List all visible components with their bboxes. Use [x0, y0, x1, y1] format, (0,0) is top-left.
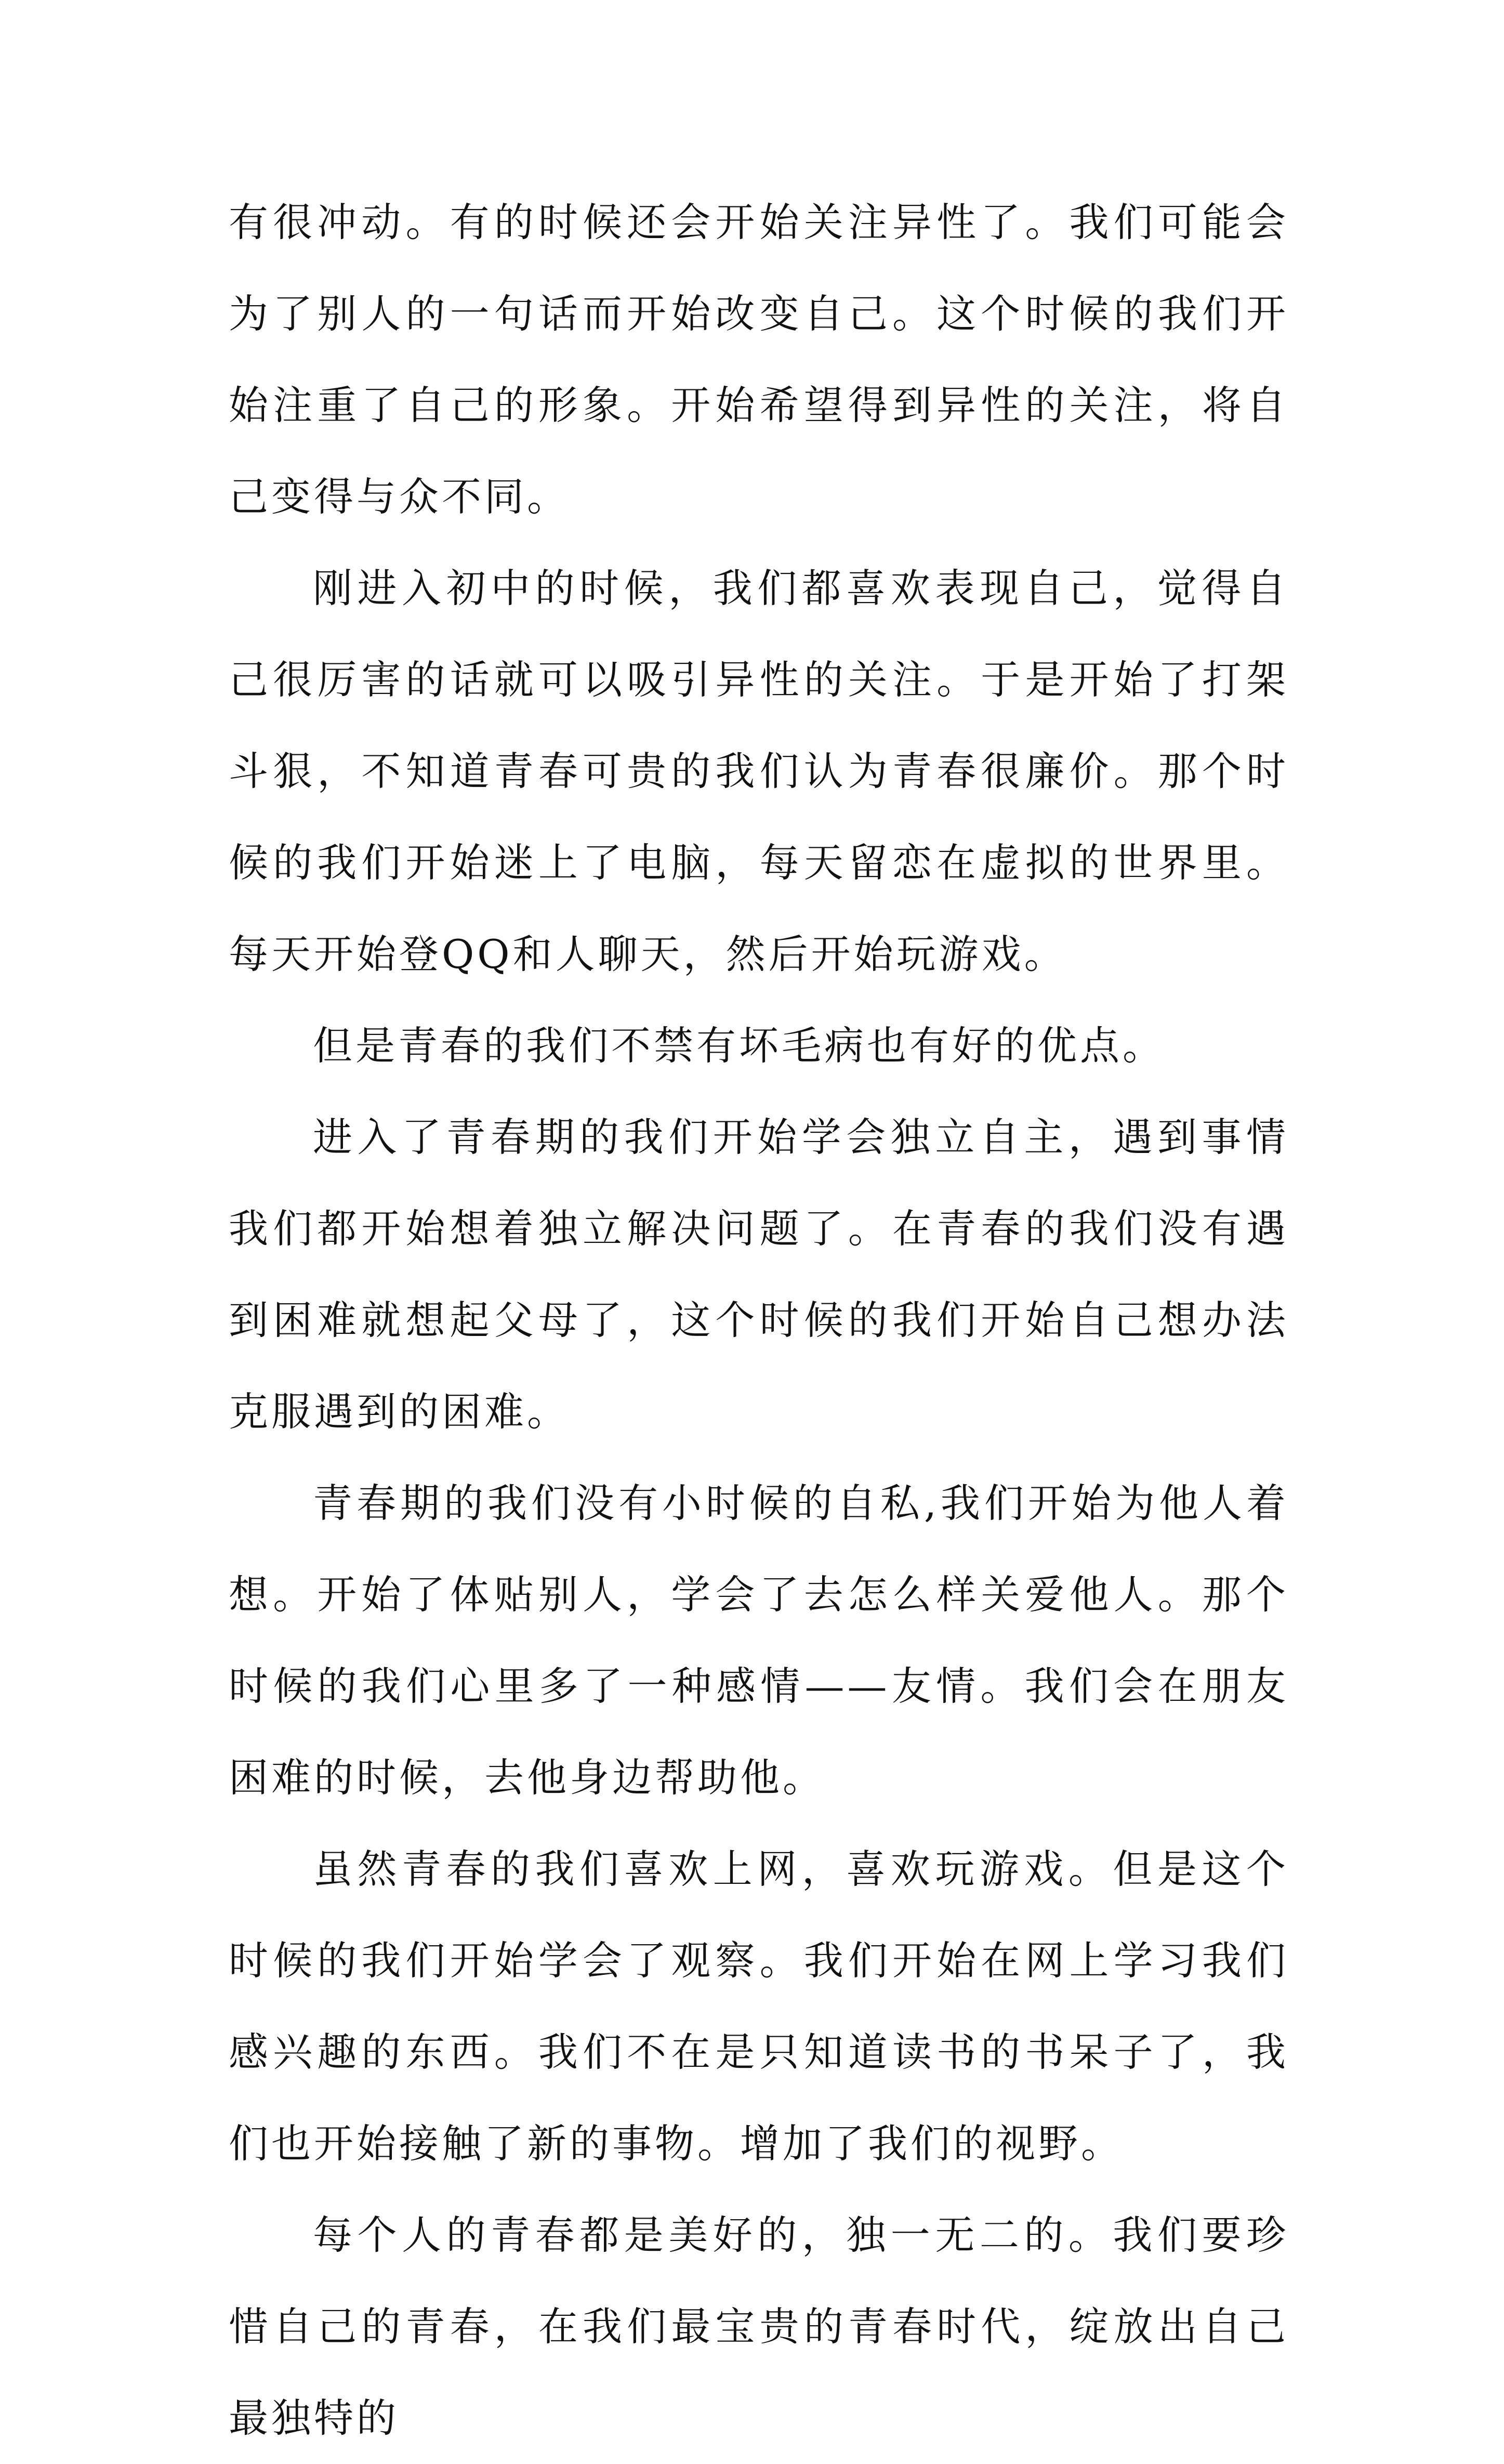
paragraph: 有很冲动。有的时候还会开始关注异性了。我们可能会为了别人的一句话而开始改变自己。这个时候的我们开始注重了自己的形象。开始希望得到异性的关注，将自己变得与众不同。	[229, 199, 1289, 520]
paragraph: 每个人的青春都是美好的，独一无二的。我们要珍惜自己的青春，在我们最宝贵的青春时代，绽放出自己最独特的	[229, 2212, 1289, 2441]
paragraph: 但是青春的我们不禁有坏毛病也有好的优点。	[313, 1023, 1165, 1069]
body-text	[229, 177, 1289, 2464]
paragraph: 虽然青春的我们喜欢上网，喜欢玩游戏。但是这个时候的我们开始学会了观察。我们开始在网上学习我们感兴趣的东西。我们不在是只知道读书的书呆子了，我们也开始接触了新的事物。增加了我们的视野。	[229, 1846, 1289, 2167]
paragraph: 青春期的我们没有小时候的自私,我们开始为他人着想。开始了体贴别人，学会了去怎么样关爱他人。那个时候的我们心里多了一种感情——友情。我们会在朋友困难的时候，去他身边帮助他。	[229, 1480, 1289, 1801]
paragraph: 进入了青春期的我们开始学会独立自主，遇到事情我们都开始想着独立解决问题了。在青春的我们没有遇到困难就想起父母了，这个时候的我们开始自己想办法克服遇到的困难。	[229, 1114, 1289, 1435]
paragraph: 刚进入初中的时候，我们都喜欢表现自己，觉得自己很厉害的话就可以吸引异性的关注。于是开始了打架斗狠，不知道青春可贵的我们认为青春很廉价。那个时候的我们开始迷上了电脑，每天留恋在虚拟的世界里。每天开始登QQ和人聊天，然后开始玩游戏。	[229, 565, 1289, 977]
